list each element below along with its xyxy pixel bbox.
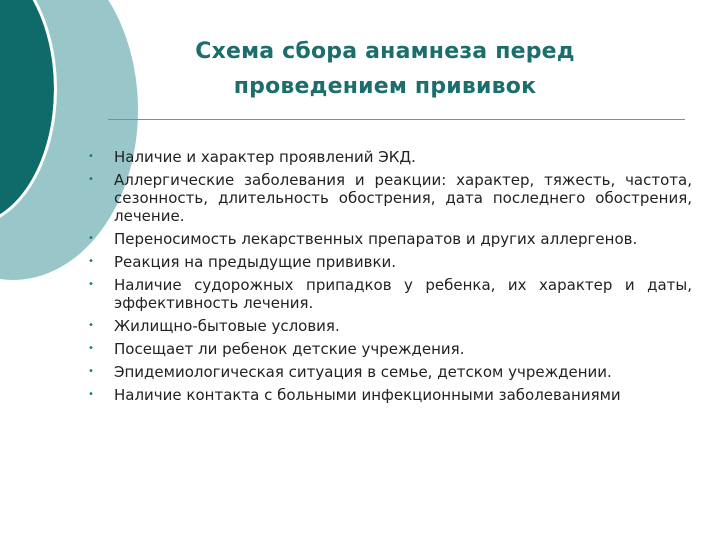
bullet-icon: • — [88, 389, 94, 400]
list-item — [86, 386, 692, 404]
list-item — [86, 230, 692, 248]
list-item-text: Эпидемиологическая ситуация в семье, детском учреждении. — [114, 363, 612, 381]
bullet-icon: • — [88, 151, 94, 162]
title-divider — [108, 119, 685, 120]
bullet-icon: • — [88, 343, 94, 354]
list-item — [86, 253, 692, 271]
list-item-text: Реакция на предыдущие прививки. — [114, 253, 397, 271]
list-item — [86, 340, 692, 358]
slide-title-line-2: проведением прививок — [233, 74, 537, 100]
bullet-list — [86, 148, 692, 409]
bullet-icon: • — [88, 256, 94, 267]
list-item-text: Аллергические заболевания и реакции: характер, тяжесть, частота, сезонность, длительность обострения, дата последнего обострения, лечение. — [114, 171, 692, 225]
list-item — [86, 171, 692, 225]
list-item-text: Переносимость лекарственных препаратов и других аллергенов. — [114, 230, 638, 248]
bullet-icon: • — [88, 279, 94, 290]
bullet-icon: • — [88, 320, 94, 331]
bullet-icon: • — [88, 366, 94, 377]
bullet-icon: • — [88, 174, 94, 185]
list-item — [86, 276, 692, 312]
list-item-text: Жилищно-бытовые условия. — [114, 317, 340, 335]
bullet-icon: • — [88, 233, 94, 244]
list-item-text: Посещает ли ребенок детские учреждения. — [114, 340, 465, 358]
slide-title — [140, 34, 630, 104]
list-item-text: Наличие судорожных припадков у ребенка, их характер и даты, эффективность лечения. — [114, 276, 692, 312]
list-item-text: Наличие контакта с больными инфекционными заболеваниями — [114, 386, 621, 404]
list-item-text: Наличие и характер проявлений ЭКД. — [114, 148, 416, 166]
slide-title-line-1: Схема сбора анамнеза перед — [195, 39, 575, 64]
list-item — [86, 363, 692, 381]
list-item — [86, 317, 692, 335]
list-item — [86, 148, 692, 166]
